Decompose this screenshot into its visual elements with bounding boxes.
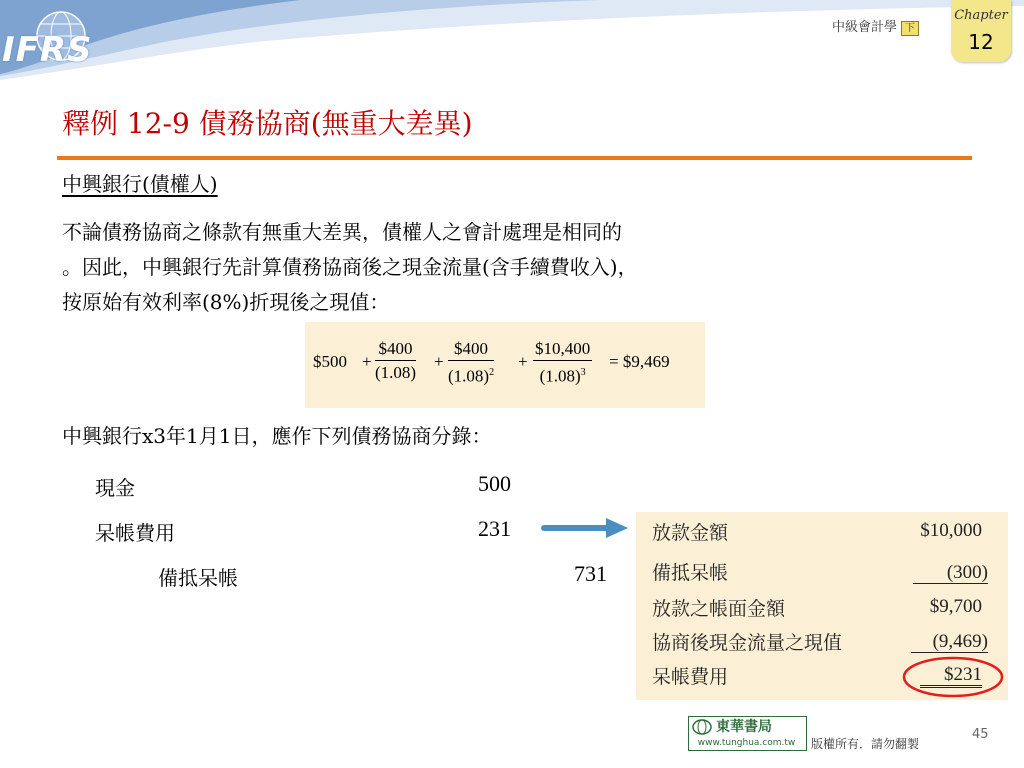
volume-badge: 下 — [901, 21, 919, 36]
fraction-denominator: $(1.08)^2$ — [448, 366, 495, 386]
highlight-circle — [900, 654, 1006, 700]
calc-value-carrying-amount: $9,700 — [929, 596, 982, 617]
formula-fraction — [448, 338, 494, 389]
journal-debit-cash: 500 — [478, 471, 511, 496]
journal-credit-allowance: 731 — [574, 561, 607, 586]
formula-result: = $9,469 — [609, 352, 670, 371]
formula-fraction — [375, 338, 416, 385]
exponent: 3 — [580, 367, 586, 378]
plus-sign: + — [434, 352, 444, 371]
explanation-paragraph — [62, 215, 638, 320]
title-divider — [57, 156, 972, 160]
formula-first-term: $500 — [313, 352, 347, 371]
chapter-number: 12 — [968, 30, 994, 54]
creditor-subheading: 中興銀行(債權人) — [62, 172, 218, 196]
fraction-numerator: $400 — [375, 338, 416, 361]
fraction-denominator: $(1.08)^3$ — [539, 366, 586, 386]
course-name: 中級會計學 — [832, 20, 898, 35]
calc-label-bad-debt-expense: 呆帳費用 — [652, 666, 729, 688]
fraction-numerator: $10,400 — [533, 338, 592, 361]
calc-value-allowance: (300) — [888, 562, 988, 584]
fraction-numerator: $400 — [448, 338, 494, 361]
publisher-name: 東華書局 — [716, 719, 772, 735]
page-number: 45 — [972, 727, 989, 742]
calc-label-loan-amount: 放款金額 — [652, 522, 729, 544]
calc-value-loan-amount: $10,000 — [920, 520, 982, 541]
plus-sign: + — [362, 352, 372, 371]
paragraph-line: 按原始有效利率(8%)折現後之現值： — [62, 290, 390, 314]
calc-label-present-value: 協商後現金流量之現值 — [652, 632, 843, 654]
journal-account-cash: 現金 — [95, 476, 135, 500]
journal-account-allowance: 備抵呆帳 — [158, 566, 238, 590]
paragraph-line: 。因此，中興銀行先計算債務協商後之現金流量(含手續費收入)， — [62, 255, 638, 279]
plus-sign: + — [518, 352, 528, 371]
slide-title: 釋例 12-9 債務協商(無重大差異) — [62, 107, 473, 140]
publisher-emblem-icon — [692, 719, 712, 735]
chapter-label: Chapter — [954, 8, 1008, 23]
journal-account-bad-debt-expense: 呆帳費用 — [95, 521, 175, 545]
present-value-formula — [313, 338, 703, 398]
header-wave-decoration — [0, 0, 1024, 95]
formula-fraction — [533, 338, 592, 389]
calc-value-present-value: (9,469) — [888, 631, 988, 653]
ifrs-logo-text: IFRS — [2, 30, 93, 70]
journal-entry-intro: 中興銀行x3年1月1日，應作下列債務協商分錄： — [62, 424, 492, 448]
exponent: 2 — [489, 367, 495, 378]
publisher-url: www.tunghua.com.tw — [697, 738, 796, 748]
fraction-denominator: (1.08) — [375, 363, 417, 382]
calc-label-allowance: 備抵呆帳 — [652, 562, 729, 584]
paragraph-line: 不論債務協商之條款有無重大差異，債權人之會計處理是相同的 — [62, 220, 622, 244]
calc-label-carrying-amount: 放款之帳面金額 — [652, 598, 786, 620]
course-title — [832, 16, 919, 36]
right-arrow-icon — [540, 514, 632, 542]
journal-debit-bad-debt-expense: 231 — [478, 516, 511, 541]
copyright-notice: 版權所有．請勿翻製 — [811, 737, 920, 751]
calc-value-bad-debt-expense: $231 — [882, 664, 982, 686]
